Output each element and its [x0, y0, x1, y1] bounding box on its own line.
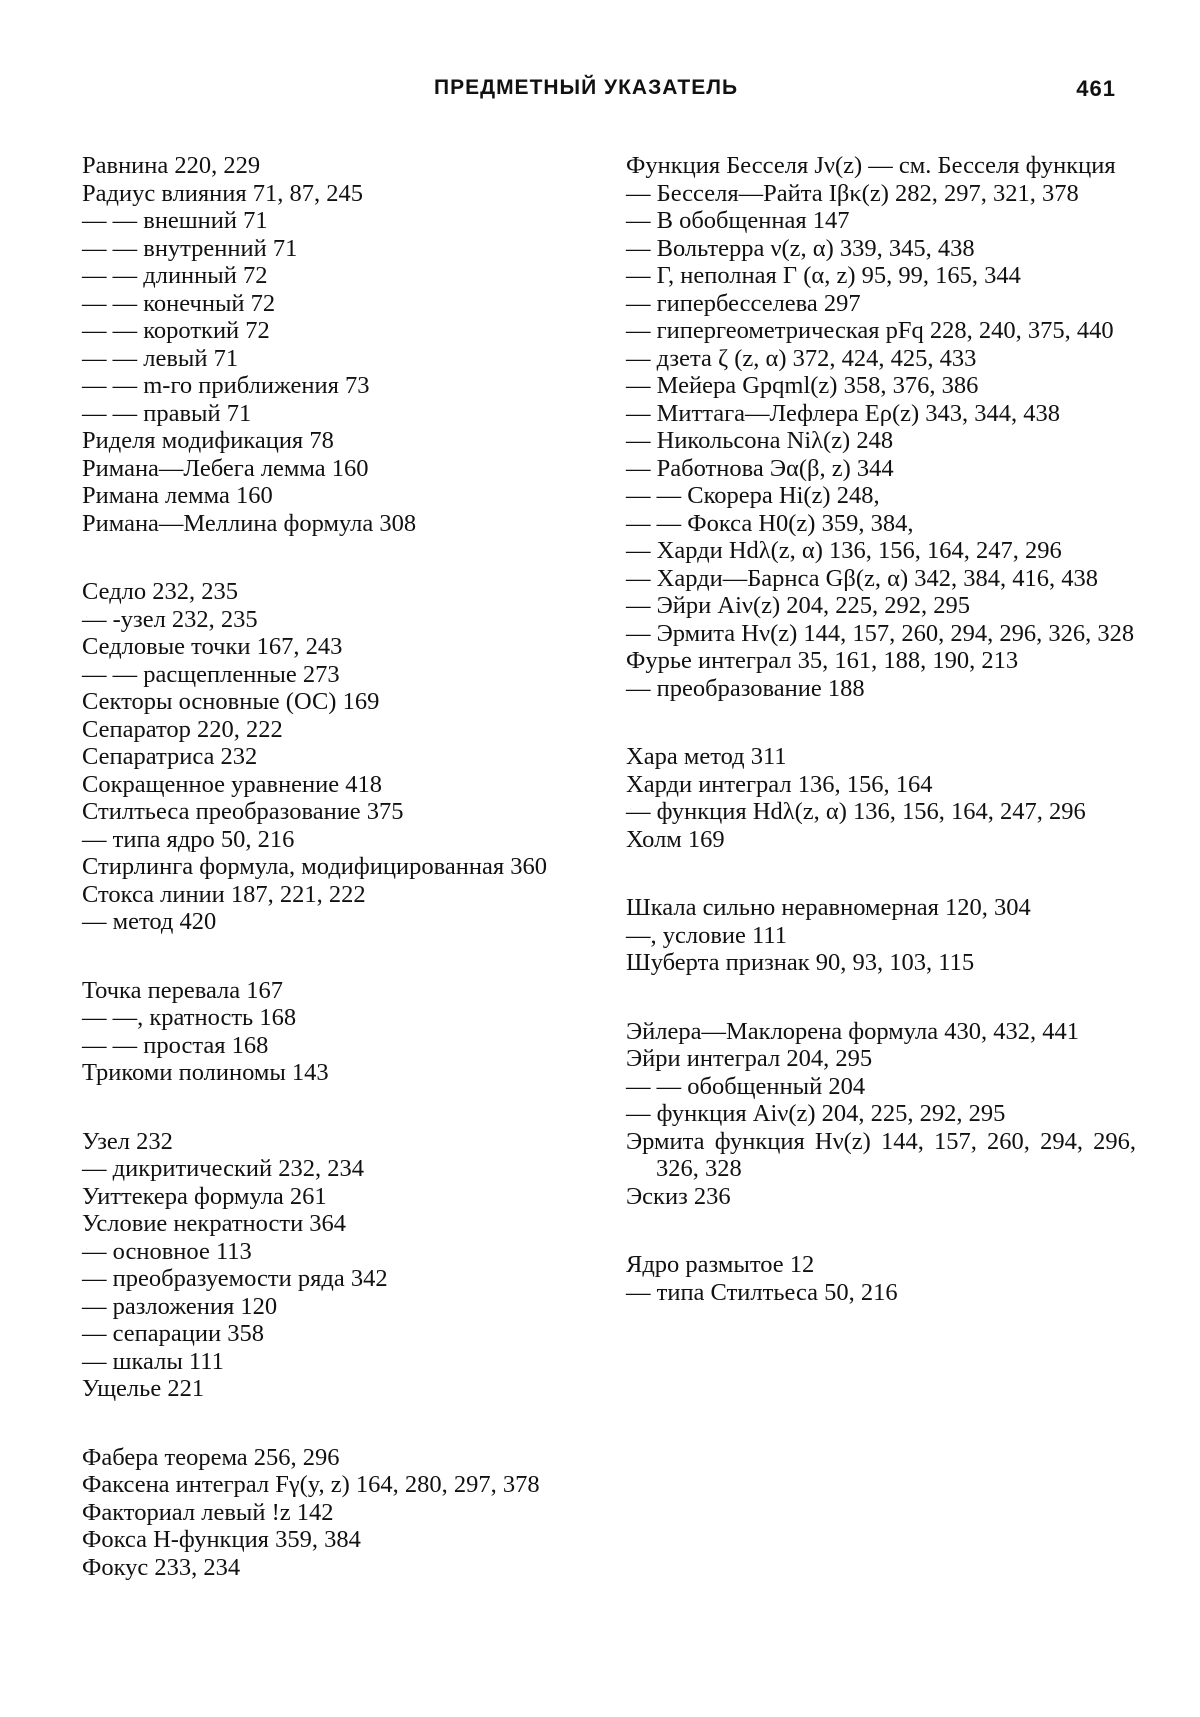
index-entry: — Харди—Барнса Gβ(z, α) 342, 384, 416, 438 [626, 564, 1098, 592]
index-entry: — гипербесселева 297 [626, 289, 861, 317]
index-entry: Ущелье 221 [82, 1375, 205, 1402]
index-entry: — Никольсона Niλ(z) 248 [626, 427, 894, 454]
index-entry: — дикритический 232, 234 [82, 1155, 364, 1182]
index-letter-group [626, 743, 1136, 853]
index-letter-group [626, 152, 1136, 702]
index-entry: Эйлера—Маклорена формула 430, 432, 441 [626, 1017, 1079, 1045]
index-entry: — — короткий 72 [82, 317, 270, 344]
index-entry: — — левый 71 [82, 344, 239, 372]
index-entry: — функция Aiν(z) 204, 225, 292, 295 [626, 1100, 1006, 1127]
index-entry: — — внутренний 71 [82, 234, 298, 262]
index-entry: Эрмита функция Hν(z) 144, 157, 260, 294, 296, 326, 328 [626, 1127, 1136, 1182]
index-letter-group [82, 1444, 592, 1582]
index-letter-group [82, 1128, 592, 1403]
index-entry: — основное 113 [82, 1237, 252, 1265]
index-entry: —, условие 111 [626, 921, 787, 949]
index-entry: — разложения 120 [82, 1292, 278, 1320]
index-entry: Фурье интеграл 35, 161, 188, 190, 213 [626, 647, 1019, 674]
index-entry: — — длинный 72 [82, 262, 268, 289]
index-entry: — — конечный 72 [82, 289, 276, 317]
index-entry: — Г, неполная Г (α, z) 95, 99, 165, 344 [626, 262, 1021, 289]
index-entry: Условие некратности 364 [82, 1210, 347, 1237]
index-entry: Функция Бесселя Jν(z) — см. Бесселя функция [626, 152, 1116, 179]
index-entry: — метод 420 [82, 908, 217, 935]
index-entry: Шуберта признак 90, 93, 103, 115 [626, 949, 975, 976]
index-entry: Уиттекера формула 261 [82, 1182, 327, 1210]
index-letter-group [626, 1018, 1136, 1211]
index-letter-group [82, 578, 592, 936]
index-entry: — -узел 232, 235 [82, 605, 258, 633]
index-entry: Равнина 220, 229 [82, 152, 261, 179]
index-entry: Хара метод 311 [626, 743, 787, 770]
index-entry: Римана—Меллина формула 308 [82, 509, 417, 537]
index-entry: — — простая 168 [82, 1031, 269, 1059]
index-entry: — — обобщенный 204 [626, 1072, 866, 1100]
index-entry: — — Фокса H0(z) 359, 384, [626, 509, 914, 537]
index-column-right [626, 152, 1136, 1347]
index-entry: — —, кратность 168 [82, 1004, 297, 1031]
index-entry: Риделя модификация 78 [82, 427, 334, 454]
index-entry: Эскиз 236 [626, 1182, 731, 1210]
index-entry: Седловые точки 167, 243 [82, 633, 343, 660]
index-entry: Шкала сильно неравномерная 120, 304 [626, 894, 1031, 921]
index-letter-group [82, 152, 592, 537]
index-entry: Сепаратриса 232 [82, 743, 258, 770]
index-entry: — — расщепленные 273 [82, 660, 340, 688]
index-entry: Эйри интеграл 204, 295 [626, 1045, 873, 1072]
index-entry: Узел 232 [82, 1127, 173, 1155]
index-entry: Стирлинга формула, модифицированная 360 [82, 853, 547, 880]
index-entry: Седло 232, 235 [82, 578, 239, 605]
index-entry: — Харди Hdλ(z, α) 136, 156, 164, 247, 296 [626, 537, 1062, 564]
index-entry: Радиус влияния 71, 87, 245 [82, 179, 364, 207]
index-entry: — — правый 71 [82, 399, 252, 427]
index-entry: — сепарации 358 [82, 1320, 264, 1347]
index-entry: Факсена интеграл Fγ(y, z) 164, 280, 297, 378 [82, 1471, 540, 1498]
index-entry: — — m-го приближения 73 [82, 372, 370, 399]
index-entry: Секторы основные (ОС) 169 [82, 688, 380, 715]
page-number: 461 [1076, 76, 1116, 101]
index-entry: — типа Стилтьеса 50, 216 [626, 1278, 898, 1306]
index-entry: Стилтьеса преобразование 375 [82, 798, 404, 825]
index-entry: — Работнова Эα(β, z) 344 [626, 454, 894, 482]
index-entry: — Миттага—Лефлера Eρ(z) 343, 344, 438 [626, 399, 1061, 427]
index-entry: Точка перевала 167 [82, 976, 284, 1004]
index-entry: Ядро размытое 12 [626, 1251, 815, 1278]
index-entry: Стокса линии 187, 221, 222 [82, 880, 366, 908]
index-entry: — — Скорера Hi(z) 248, [626, 482, 880, 509]
index-letter-group [626, 894, 1136, 977]
index-entry: — Вольтерра ν(z, α) 339, 345, 438 [626, 234, 975, 262]
index-entry: Факториал левый !z 142 [82, 1498, 334, 1526]
index-entry: Римана лемма 160 [82, 482, 273, 509]
index-entry: — дзета ζ (z, α) 372, 424, 425, 433 [626, 344, 977, 372]
index-entry: Сокращенное уравнение 418 [82, 770, 383, 798]
index-entry: Сепаратор 220, 222 [82, 715, 283, 743]
index-entry: Харди интеграл 136, 156, 164 [626, 770, 933, 798]
index-entry: — функция Hdλ(z, α) 136, 156, 164, 247, 296 [626, 798, 1086, 825]
index-entry: Холм 169 [626, 825, 725, 853]
index-entry: Фокус 233, 234 [82, 1553, 241, 1581]
index-entry: — — внешний 71 [82, 207, 268, 234]
index-entry: — Эйри Aiν(z) 204, 225, 292, 295 [626, 592, 971, 619]
index-entry: — преобразуемости ряда 342 [82, 1265, 388, 1292]
index-entry: — типа ядро 50, 216 [82, 825, 295, 853]
index-entry: — Эрмита Hν(z) 144, 157, 260, 294, 296, 326, 328 [626, 619, 1135, 647]
index-entry: Фабера теорема 256, 296 [82, 1443, 340, 1471]
index-entry: — шкалы 111 [82, 1347, 224, 1375]
index-letter-group [626, 1251, 1136, 1306]
index-column-left [82, 152, 592, 1622]
index-entry: — Бесселя—Райта Iβκ(z) 282, 297, 321, 378 [626, 179, 1079, 207]
index-entry: Трикоми полиномы 143 [82, 1059, 329, 1086]
index-entry: — преобразование 188 [626, 674, 865, 702]
index-entry: Римана—Лебега лемма 160 [82, 454, 369, 482]
running-title: ПРЕДМЕТНЫЙ УКАЗАТЕЛЬ [434, 76, 739, 99]
index-entry: — Мейера Gpqml(z) 358, 376, 386 [626, 372, 979, 399]
index-letter-group [82, 977, 592, 1087]
index-entry: Фокса H-функция 359, 384 [82, 1526, 361, 1553]
index-entry: — B обобщенная 147 [626, 207, 850, 234]
index-entry: — гипергеометрическая pFq 228, 240, 375, 440 [626, 317, 1114, 344]
